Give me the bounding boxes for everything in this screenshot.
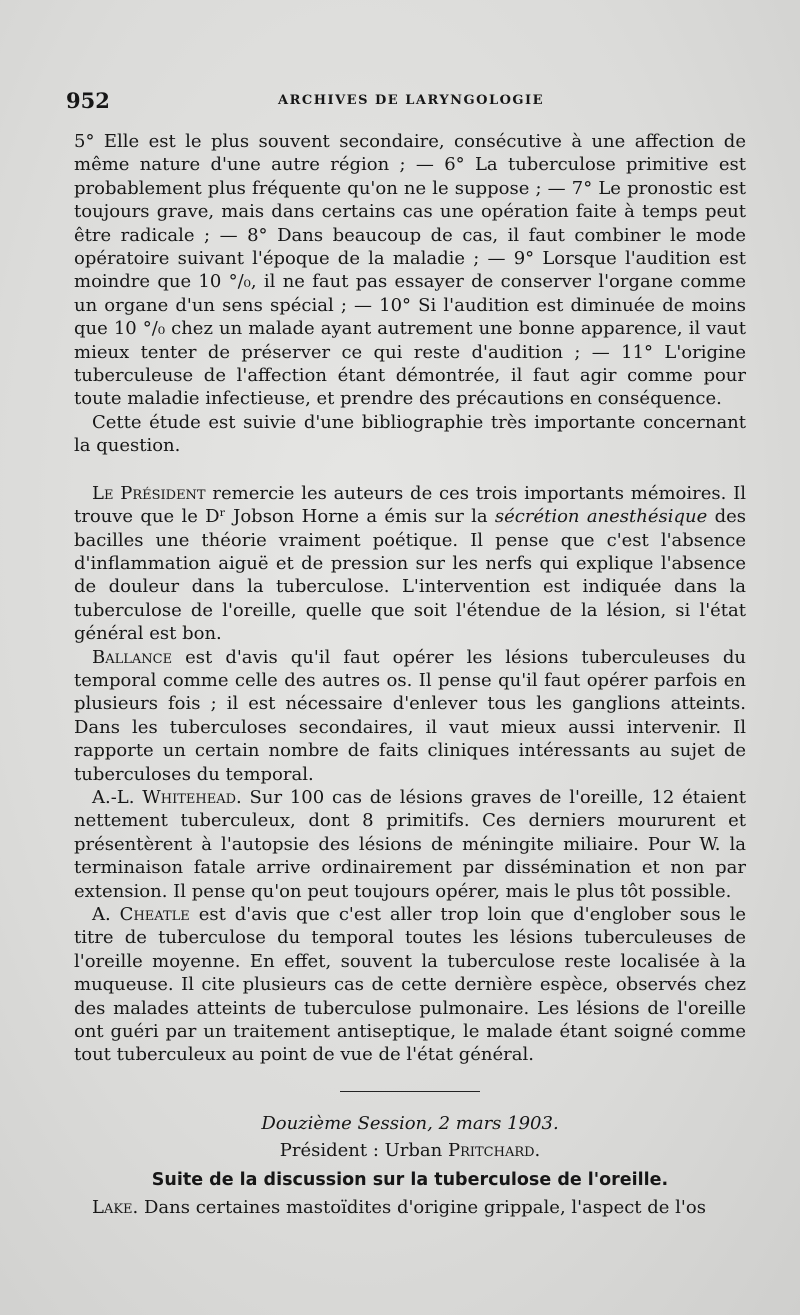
paragraph-text: est d'avis que c'est aller trop loin que d'englober sous le titre de tuberculose du temporal toutes les lésions tuberculeuses de l'oreille moyenne. En effet, souvent la tuberculose reste localisée à la muqueuse. Il cite plusieurs cas de cette dernière espèce, observés chez des malades atteints de tuberculose pulmonaire. Les lésions de l'oreille ont guéri par un traitement antiseptique, le malade étant soigné comme tout tuberculeux au point de vue de l'état général.	[74, 904, 746, 1066]
president-name: Pritchard.	[447, 1140, 541, 1162]
running-title: ARCHIVES DE LARYNGOLOGIE	[278, 93, 544, 108]
paragraph-text-continued: des bacilles une théorie vraiment poétique. Il pense que c'est l'absence d'inflammation aiguë et de pression sur les nerfs qui explique l'absence de douleur dans la tuberculose. L'intervention est indiquée dans la tuberculose de l'oreille, quelle que soit l'étendue de la lésion, si l'état général est bon.	[74, 506, 746, 645]
speaker-name: Ballance	[92, 646, 173, 668]
body-text	[74, 130, 746, 1219]
whitehead-paragraph	[74, 786, 746, 903]
speaker-name: Lake.	[92, 1197, 139, 1219]
bibliography-paragraph	[74, 411, 746, 458]
speaker-name: A. Cheatle	[92, 904, 190, 925]
paragraph-text: Dans certaines mastoïdites d'origine grippale, l'aspect de l'os	[138, 1197, 706, 1219]
paragraph-text: remercie les auteurs de ces trois importants mémoires. Il trouve que le Dʳ Jobson Horne a émis sur la	[74, 482, 746, 528]
ballance-paragraph	[74, 646, 746, 786]
president-paragraph	[74, 482, 746, 646]
lake-paragraph	[74, 1196, 746, 1219]
speaker-name: A.-L. Whitehead.	[92, 786, 242, 808]
speaker-name: Le Président	[92, 482, 206, 504]
cheatle-paragraph	[74, 903, 746, 1067]
italic-term: sécrétion anesthésique	[494, 506, 708, 528]
conclusions-text: 5° Elle est le plus souvent secondaire, consécutive à une affection de même nature d'une autre région ; — 6° La tuberculose primitive est probablement plus fréquente qu'on ne le suppose ; — 7° Le pronostic est toujours grave, mais dans certains cas une opération faite à temps peut être radicale ; — 8° Dans beaucoup de cas, il faut combiner le mode opératoire suivant l'époque de la maladie ; — 9° Lorsque l'audition est moindre que 10 °/₀, il ne faut pas essayer de conserver l'organe comme un organe d'un sens spécial ; — 10° Si l'audition est diminuée de moins que 10 °/₀ chez un malade ayant autrement une bonne apparence, il vaut mieux tenter de préserver ce qui reste d'audition ; — 11° L'origine tuberculeuse de l'affection étant démontrée, il faut agir comme pour toute maladie infectieuse, et prendre des précautions en conséquence.	[74, 131, 746, 410]
conclusions-paragraph	[74, 130, 746, 411]
page-header	[66, 88, 756, 118]
section-title: Suite de la discussion sur la tuberculose de l'oreille.	[151, 1169, 669, 1190]
president-label: Président : Urban	[279, 1140, 448, 1162]
paragraph-gap	[74, 458, 746, 482]
paragraph-text: est d'avis qu'il faut opérer les lésions tuberculeuses du temporal comme celle des autres os. Il pense qu'il faut opérer parfois en plusieurs fois ; il est nécessaire d'enlever tous les ganglions atteints. Dans les tuberculoses secondaires, il vaut mieux aussi intervenir. Il rapporte un certain nombre de faits cliniques intéressants au sujet de tuberculoses du temporal.	[74, 646, 746, 785]
paragraph-text: Sur 100 cas de lésions graves de l'oreille, 12 étaient nettement tuberculeux, dont 8 primitifs. Ces derniers moururent et présentèrent à l'autopsie des lésions de méningite miliaire. Pour W. la terminaison fatale arrive ordinairement par dissémination et non par extension. Il pense qu'on peut toujours opérer, mais le plus tôt possible.	[74, 786, 746, 902]
bibliography-text: Cette étude est suivie d'une bibliographie très importante concernant la question.	[74, 411, 746, 457]
section-divider	[340, 1091, 480, 1092]
session-president	[74, 1139, 746, 1162]
session-date: Douzième Session, 2 mars 1903.	[261, 1112, 559, 1134]
page-number: 952	[66, 88, 110, 113]
